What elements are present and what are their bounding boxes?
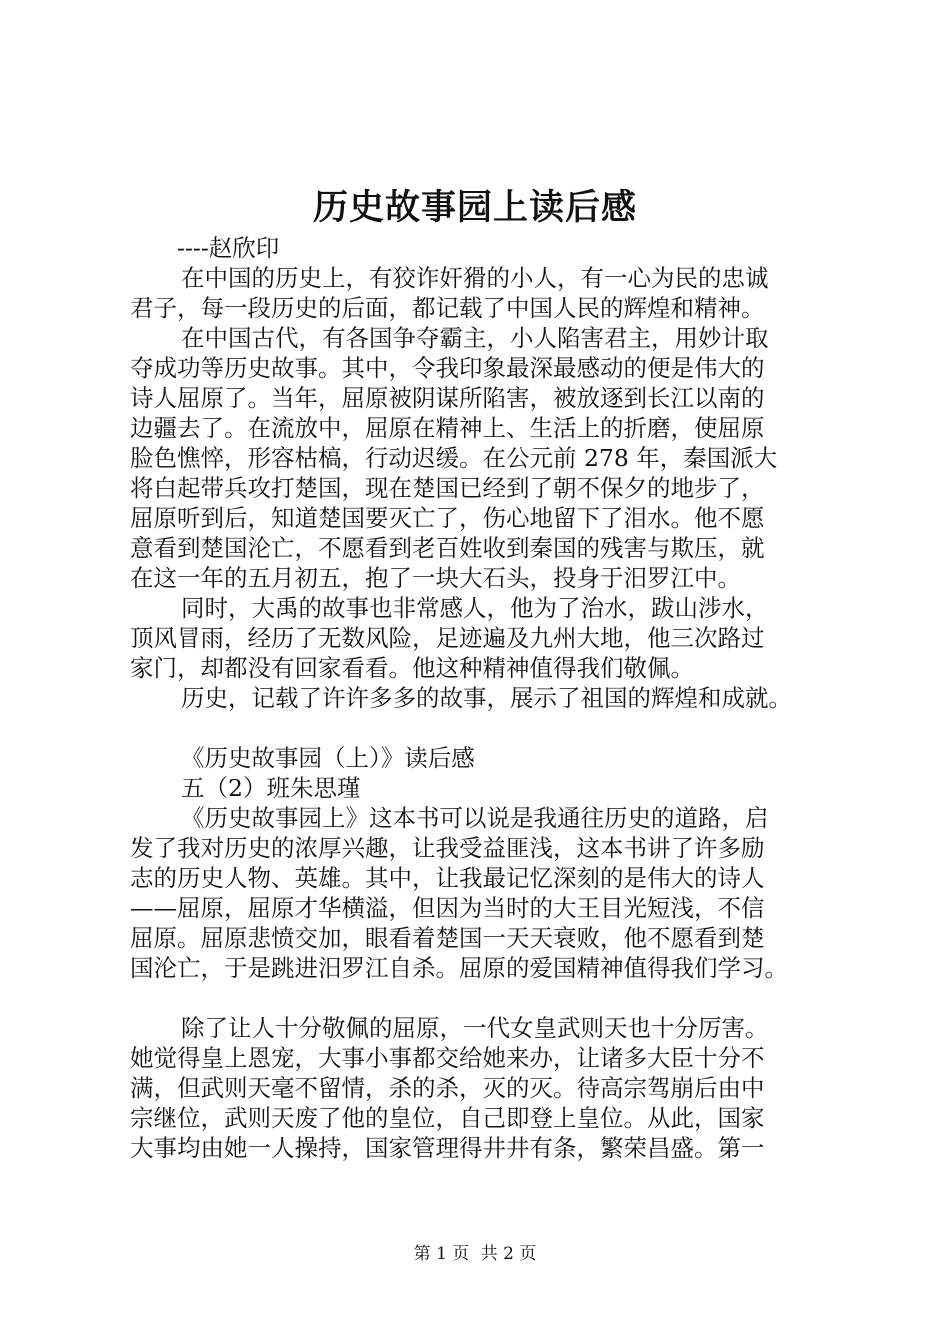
paragraph-line: 同时，大禹的故事也非常感人，他为了治水，跋山涉水，: [181, 594, 769, 622]
section-author: 五（2）班朱思瑾: [181, 774, 361, 802]
paragraph-line: 大事均由她一人操持，国家管理得井井有条，繁荣昌盛。第一: [130, 1134, 765, 1162]
paragraph-line: 发了我对历史的浓厚兴趣，让我受益匪浅，这本书讲了许多励: [130, 834, 765, 862]
paragraph-line: 顶风冒雨，经历了无数风险，足迹遍及九州大地，他三次路过: [130, 624, 765, 652]
paragraph-line: 在中国的历史上，有狡诈奸猾的小人，有一心为民的忠诚: [181, 264, 769, 292]
page-total: 共 2 页: [480, 1244, 537, 1264]
paragraph-5: [130, 803, 855, 983]
paragraph-line: 历史，记载了许许多多的故事，展示了祖国的辉煌和成就。: [181, 684, 792, 712]
paragraph-line: 屈原听到后，知道楚国要灭亡了，伤心地留下了泪水。他不愿: [130, 504, 765, 532]
paragraph-line: 君子，每一段历史的后面，都记载了中国人民的辉煌和精神。: [130, 294, 765, 322]
paragraph-line: 脸色憔悴，形容枯槁，行动迟缓。在公元前 278 年，秦国派大: [130, 444, 778, 472]
paragraph-2: [130, 323, 855, 593]
paragraph-line: 诗人屈原了。当年，屈原被阴谋所陷害，被放逐到长江以南的: [130, 384, 765, 412]
paragraph-line: 除了让人十分敬佩的屈原，一代女皇武则天也十分厉害。: [181, 1014, 769, 1042]
paragraph-line: 家门，却都没有回家看看。他这种精神值得我们敬佩。: [130, 654, 694, 682]
paragraph-line: 在中国古代，有各国争夺霸主，小人陷害君主，用妙计取: [181, 324, 769, 352]
paragraph-line: 志的历史人物、英雄。其中，让我最记忆深刻的是伟大的诗人: [130, 864, 765, 892]
paragraph-line: 边疆去了。在流放中，屈原在精神上、生活上的折磨，使屈原: [130, 414, 765, 442]
paragraph-line: 她觉得皇上恩宠，大事小事都交给她来办，让诸多大臣十分不: [130, 1044, 765, 1072]
paragraph-line: 《历史故事园上》这本书可以说是我通往历史的道路，启: [181, 804, 769, 832]
paragraph-line: 国沦亡，于是跳进汨罗江自杀。屈原的爱国精神值得我们学习。: [130, 954, 788, 982]
paragraph-4: [130, 683, 855, 713]
blank-line: [130, 983, 855, 1013]
paragraph-line: 屈原。屈原悲愤交加，眼看着楚国一天天衰败，他不愿看到楚: [130, 924, 765, 952]
author-line: ----赵欣印: [177, 234, 280, 262]
paragraph-line: 将白起带兵攻打楚国，现在楚国已经到了朝不保夕的地步了，: [130, 474, 765, 502]
blank-line: [130, 713, 855, 743]
page-footer: [0, 1243, 950, 1265]
paragraph-3: [130, 593, 855, 683]
paragraph-6: [130, 1013, 855, 1163]
paragraph-line: 满，但武则天毫不留情，杀的杀，灭的灭。待高宗驾崩后由中: [130, 1074, 765, 1102]
paragraph-1: [130, 263, 855, 323]
section-heading: 《历史故事园（上）》读后感: [181, 744, 475, 772]
document-body: [130, 233, 855, 1163]
paragraph-line: 夺成功等历史故事。其中，令我印象最深最感动的便是伟大的: [130, 354, 765, 382]
page-number: 第 1 页: [413, 1244, 470, 1264]
paragraph-line: ——屈原，屈原才华横溢，但因为当时的大王目光短浅，不信: [130, 894, 765, 922]
paragraph-line: 意看到楚国沦亡，不愿看到老百姓收到秦国的残害与欺压，就: [130, 534, 765, 562]
document-title: 历史故事园上读后感: [312, 187, 637, 228]
paragraph-line: 宗继位，武则天废了他的皇位，自己即登上皇位。从此，国家: [130, 1104, 765, 1132]
paragraph-line: 在这一年的五月初五，抱了一块大石头，投身于汨罗江中。: [130, 564, 741, 592]
